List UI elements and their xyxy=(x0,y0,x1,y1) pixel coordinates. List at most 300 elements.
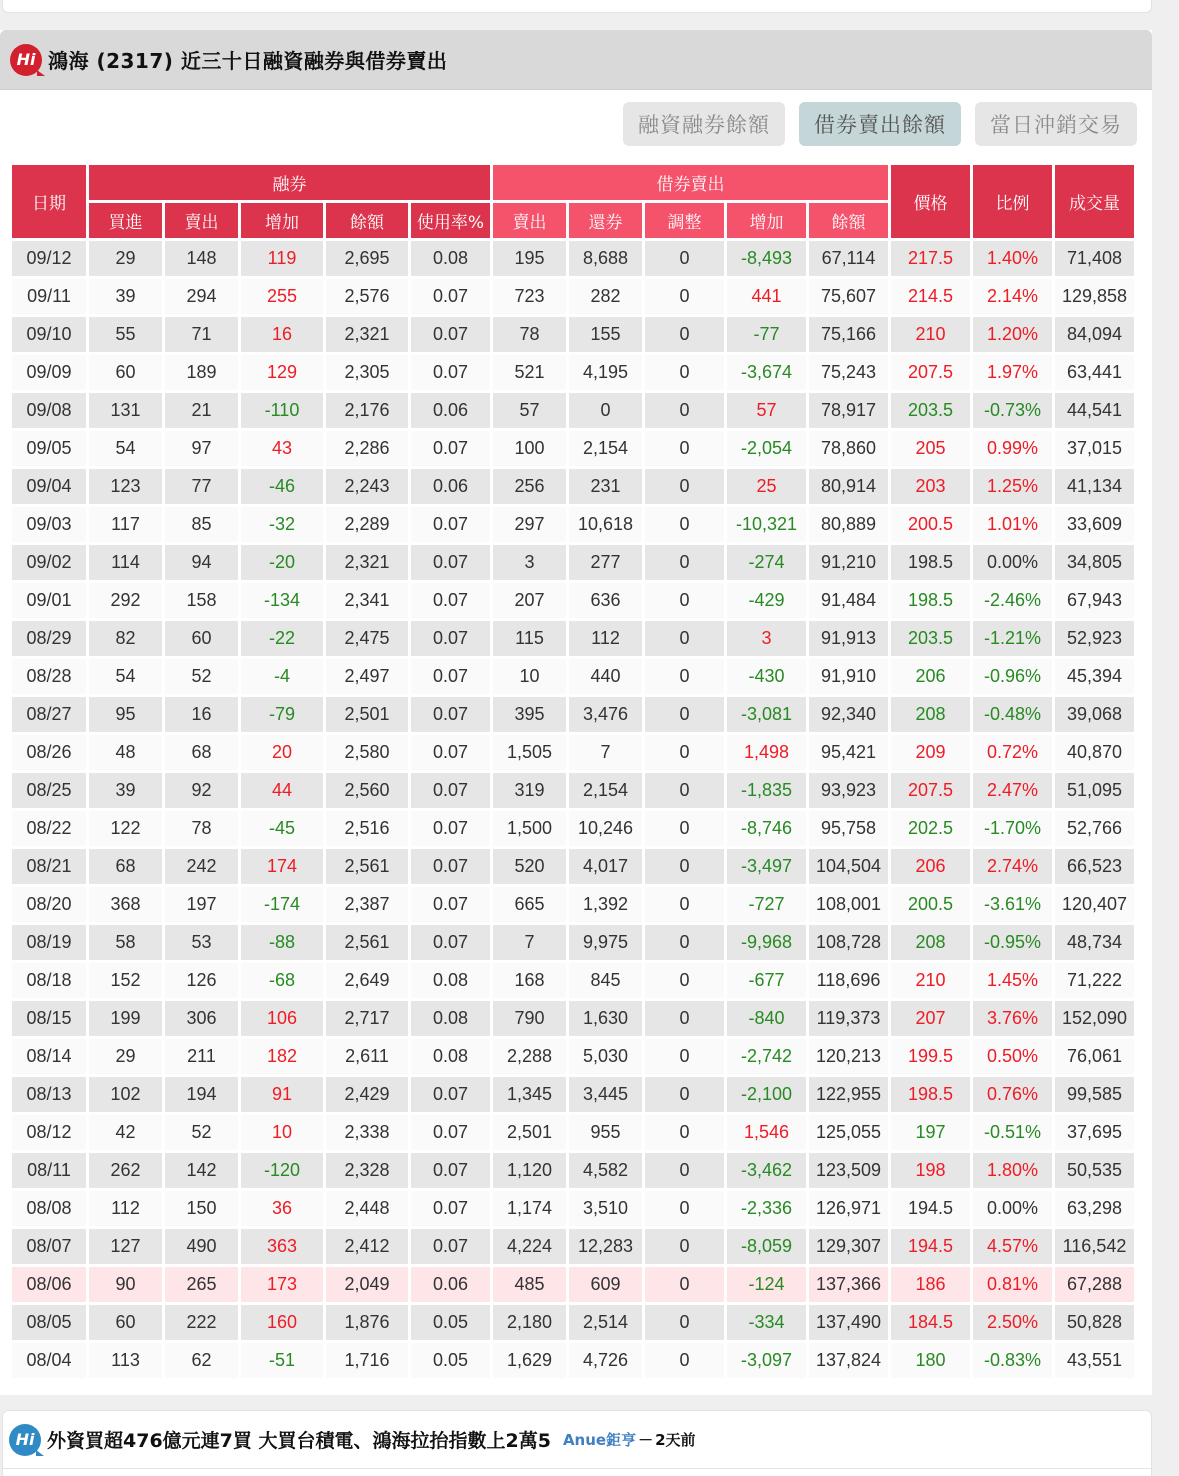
cell-sbl-balance: 137,366 xyxy=(809,1267,888,1302)
header-price: 價格 xyxy=(891,165,970,238)
cell-date: 08/07 xyxy=(12,1229,86,1264)
cell-ms-balance: 2,580 xyxy=(326,735,408,770)
hi-logo-icon: Hi xyxy=(9,1424,41,1456)
cell-price: 208 xyxy=(891,925,970,960)
cell-ms-increase: -174 xyxy=(241,887,323,922)
cell-ms-usage-rate: 0.06 xyxy=(411,393,490,428)
cell-ms-usage-rate: 0.07 xyxy=(411,507,490,542)
cell-volume: 51,095 xyxy=(1055,773,1134,808)
cell-ms-usage-rate: 0.07 xyxy=(411,811,490,846)
cell-volume: 37,015 xyxy=(1055,431,1134,466)
header-sbl-increase: 增加 xyxy=(727,203,806,238)
cell-ms-increase: -110 xyxy=(241,393,323,428)
cell-sbl-adjust: 0 xyxy=(645,887,724,922)
cell-sbl-balance: 104,504 xyxy=(809,849,888,884)
cell-ratio: -0.73% xyxy=(973,393,1052,428)
cell-ms-balance: 1,716 xyxy=(326,1343,408,1378)
cell-ms-usage-rate: 0.05 xyxy=(411,1305,490,1340)
cell-ms-balance: 2,286 xyxy=(326,431,408,466)
table-row xyxy=(12,887,1134,922)
cell-ms-increase: 36 xyxy=(241,1191,323,1226)
cell-date: 09/12 xyxy=(12,241,86,276)
cell-ms-increase: 20 xyxy=(241,735,323,770)
table-row xyxy=(12,1001,1134,1036)
cell-sbl-increase: -1,835 xyxy=(727,773,806,808)
cell-ratio: -0.48% xyxy=(973,697,1052,732)
cell-price: 207 xyxy=(891,1001,970,1036)
header-ms-buy: 買進 xyxy=(89,203,162,238)
tab-sbl-balance[interactable]: 借券賣出餘額 xyxy=(799,102,961,146)
cell-ms-balance: 2,560 xyxy=(326,773,408,808)
cell-ms-buy: 123 xyxy=(89,469,162,504)
cell-ms-buy: 199 xyxy=(89,1001,162,1036)
cell-date: 08/19 xyxy=(12,925,86,960)
cell-ms-sell: 490 xyxy=(165,1229,238,1264)
cell-date: 08/21 xyxy=(12,849,86,884)
cell-sbl-return: 3,510 xyxy=(569,1191,642,1226)
cell-sbl-return: 12,283 xyxy=(569,1229,642,1264)
cell-volume: 50,828 xyxy=(1055,1305,1134,1340)
cell-sbl-adjust: 0 xyxy=(645,659,724,694)
cell-ms-sell: 306 xyxy=(165,1001,238,1036)
cell-ratio: -0.95% xyxy=(973,925,1052,960)
cell-ratio: 0.81% xyxy=(973,1267,1052,1302)
cell-sbl-adjust: 0 xyxy=(645,811,724,846)
cell-sbl-balance: 120,213 xyxy=(809,1039,888,1074)
cell-sbl-balance: 91,910 xyxy=(809,659,888,694)
cell-sbl-return: 955 xyxy=(569,1115,642,1150)
cell-ms-balance: 2,412 xyxy=(326,1229,408,1264)
cell-ms-buy: 131 xyxy=(89,393,162,428)
cell-ms-sell: 211 xyxy=(165,1039,238,1074)
cell-ms-buy: 114 xyxy=(89,545,162,580)
cell-ms-buy: 54 xyxy=(89,431,162,466)
cell-volume: 71,222 xyxy=(1055,963,1134,998)
cell-price: 180 xyxy=(891,1343,970,1378)
cell-ms-increase: -68 xyxy=(241,963,323,998)
cell-ms-usage-rate: 0.07 xyxy=(411,735,490,770)
cell-date: 08/11 xyxy=(12,1153,86,1188)
cell-ms-increase: 106 xyxy=(241,1001,323,1036)
cell-ms-sell: 142 xyxy=(165,1153,238,1188)
cell-ms-buy: 68 xyxy=(89,849,162,884)
cell-ms-increase: 16 xyxy=(241,317,323,352)
table-row xyxy=(12,431,1134,466)
cell-ms-sell: 126 xyxy=(165,963,238,998)
cell-ms-sell: 53 xyxy=(165,925,238,960)
cell-ratio: 1.20% xyxy=(973,317,1052,352)
cell-sbl-sell: 57 xyxy=(493,393,566,428)
table-row xyxy=(12,1039,1134,1074)
cell-volume: 84,094 xyxy=(1055,317,1134,352)
cell-ms-sell: 16 xyxy=(165,697,238,732)
cell-ms-increase: -120 xyxy=(241,1153,323,1188)
cell-sbl-increase: -2,336 xyxy=(727,1191,806,1226)
cell-sbl-balance: 75,243 xyxy=(809,355,888,390)
cell-ms-sell: 77 xyxy=(165,469,238,504)
cell-sbl-balance: 95,758 xyxy=(809,811,888,846)
cell-sbl-sell: 1,345 xyxy=(493,1077,566,1112)
cell-sbl-adjust: 0 xyxy=(645,1229,724,1264)
cell-ms-increase: -32 xyxy=(241,507,323,542)
news-source[interactable]: Anue鉅亨 xyxy=(562,1431,637,1449)
table-row xyxy=(12,621,1134,656)
cell-date: 08/25 xyxy=(12,773,86,808)
cell-date: 08/18 xyxy=(12,963,86,998)
cell-ms-buy: 58 xyxy=(89,925,162,960)
cell-ms-buy: 102 xyxy=(89,1077,162,1112)
cell-sbl-adjust: 0 xyxy=(645,507,724,542)
cell-sbl-adjust: 0 xyxy=(645,1267,724,1302)
cell-ratio: 1.45% xyxy=(973,963,1052,998)
cell-ms-balance: 2,429 xyxy=(326,1077,408,1112)
cell-sbl-return: 2,154 xyxy=(569,773,642,808)
cell-date: 09/08 xyxy=(12,393,86,428)
cell-volume: 43,551 xyxy=(1055,1343,1134,1378)
cell-ms-increase: 119 xyxy=(241,241,323,276)
cell-sbl-increase: -10,321 xyxy=(727,507,806,542)
cell-ms-balance: 2,387 xyxy=(326,887,408,922)
cell-ms-sell: 150 xyxy=(165,1191,238,1226)
cell-sbl-increase: -2,100 xyxy=(727,1077,806,1112)
news-card[interactable] xyxy=(2,1410,1152,1476)
cell-sbl-sell: 520 xyxy=(493,849,566,884)
margin-short-panel xyxy=(0,30,1152,1395)
cell-ratio: 4.57% xyxy=(973,1229,1052,1264)
cell-ms-buy: 112 xyxy=(89,1191,162,1226)
cell-sbl-increase: 441 xyxy=(727,279,806,314)
cell-sbl-return: 0 xyxy=(569,393,642,428)
table-row xyxy=(12,849,1134,884)
cell-volume: 152,090 xyxy=(1055,1001,1134,1036)
cell-ms-usage-rate: 0.07 xyxy=(411,1115,490,1150)
cell-ratio: 2.47% xyxy=(973,773,1052,808)
cell-sbl-sell: 10 xyxy=(493,659,566,694)
cell-sbl-balance: 129,307 xyxy=(809,1229,888,1264)
cell-volume: 120,407 xyxy=(1055,887,1134,922)
cell-sbl-sell: 207 xyxy=(493,583,566,618)
cell-ms-usage-rate: 0.05 xyxy=(411,1343,490,1378)
cell-ms-buy: 90 xyxy=(89,1267,162,1302)
table-row xyxy=(12,1115,1134,1150)
cell-sbl-return: 3,445 xyxy=(569,1077,642,1112)
cell-ms-usage-rate: 0.07 xyxy=(411,925,490,960)
cell-ms-balance: 2,576 xyxy=(326,279,408,314)
cell-sbl-sell: 256 xyxy=(493,469,566,504)
cell-sbl-balance: 78,860 xyxy=(809,431,888,466)
cell-ratio: 1.25% xyxy=(973,469,1052,504)
cell-ms-usage-rate: 0.07 xyxy=(411,697,490,732)
cell-ratio: 2.14% xyxy=(973,279,1052,314)
cell-ms-increase: 173 xyxy=(241,1267,323,1302)
cell-ms-usage-rate: 0.08 xyxy=(411,963,490,998)
cell-ms-balance: 2,321 xyxy=(326,545,408,580)
cell-sbl-increase: -2,742 xyxy=(727,1039,806,1074)
cell-sbl-sell: 115 xyxy=(493,621,566,656)
cell-sbl-sell: 521 xyxy=(493,355,566,390)
cell-ms-buy: 60 xyxy=(89,355,162,390)
cell-ms-sell: 158 xyxy=(165,583,238,618)
cell-ms-sell: 62 xyxy=(165,1343,238,1378)
cell-price: 200.5 xyxy=(891,507,970,542)
cell-ms-increase: -20 xyxy=(241,545,323,580)
cell-sbl-return: 5,030 xyxy=(569,1039,642,1074)
page-scrollbar[interactable] xyxy=(1152,0,1179,1476)
cell-ms-increase: 160 xyxy=(241,1305,323,1340)
cell-ratio: -0.83% xyxy=(973,1343,1052,1378)
cell-ms-increase: -22 xyxy=(241,621,323,656)
cell-sbl-return: 282 xyxy=(569,279,642,314)
cell-sbl-return: 440 xyxy=(569,659,642,694)
cell-ms-usage-rate: 0.07 xyxy=(411,317,490,352)
cell-price: 205 xyxy=(891,431,970,466)
cell-sbl-balance: 67,114 xyxy=(809,241,888,276)
cell-ratio: 2.74% xyxy=(973,849,1052,884)
cell-ms-balance: 2,501 xyxy=(326,697,408,732)
cell-date: 09/01 xyxy=(12,583,86,618)
cell-sbl-adjust: 0 xyxy=(645,469,724,504)
cell-ms-sell: 222 xyxy=(165,1305,238,1340)
cell-ratio: 2.50% xyxy=(973,1305,1052,1340)
cell-ratio: 0.76% xyxy=(973,1077,1052,1112)
tab-day-trading[interactable]: 當日沖銷交易 xyxy=(975,102,1137,146)
cell-date: 08/22 xyxy=(12,811,86,846)
cell-sbl-balance: 137,490 xyxy=(809,1305,888,1340)
header-ms-increase: 增加 xyxy=(241,203,323,238)
news-item[interactable] xyxy=(3,1411,1151,1469)
cell-price: 207.5 xyxy=(891,773,970,808)
cell-sbl-balance: 91,484 xyxy=(809,583,888,618)
cell-sbl-return: 1,392 xyxy=(569,887,642,922)
cell-ms-usage-rate: 0.07 xyxy=(411,355,490,390)
cell-sbl-adjust: 0 xyxy=(645,279,724,314)
cell-ms-buy: 127 xyxy=(89,1229,162,1264)
cell-ms-balance: 2,561 xyxy=(326,925,408,960)
cell-sbl-return: 2,514 xyxy=(569,1305,642,1340)
cell-volume: 39,068 xyxy=(1055,697,1134,732)
cell-price: 186 xyxy=(891,1267,970,1302)
cell-sbl-increase: -8,059 xyxy=(727,1229,806,1264)
cell-price: 203.5 xyxy=(891,393,970,428)
panel-title: 鴻海 (2317) 近三十日融資融券與借券賣出 xyxy=(48,49,448,73)
cell-ms-balance: 2,516 xyxy=(326,811,408,846)
header-sbl: 借券賣出 xyxy=(493,165,888,200)
cell-volume: 67,288 xyxy=(1055,1267,1134,1302)
cell-ms-increase: -51 xyxy=(241,1343,323,1378)
cell-ratio: 0.00% xyxy=(973,1191,1052,1226)
cell-sbl-balance: 91,210 xyxy=(809,545,888,580)
cell-ms-sell: 71 xyxy=(165,317,238,352)
cell-ms-balance: 2,695 xyxy=(326,241,408,276)
cell-sbl-sell: 3 xyxy=(493,545,566,580)
cell-volume: 33,609 xyxy=(1055,507,1134,542)
cell-sbl-balance: 93,923 xyxy=(809,773,888,808)
cell-sbl-adjust: 0 xyxy=(645,241,724,276)
header-ms-balance: 餘額 xyxy=(326,203,408,238)
header-margin-short: 融券 xyxy=(89,165,490,200)
cell-sbl-balance: 75,166 xyxy=(809,317,888,352)
cell-sbl-return: 277 xyxy=(569,545,642,580)
table-body xyxy=(12,241,1134,1378)
table-row xyxy=(12,583,1134,618)
cell-sbl-return: 1,630 xyxy=(569,1001,642,1036)
cell-date: 09/03 xyxy=(12,507,86,542)
cell-ms-increase: 44 xyxy=(241,773,323,808)
cell-price: 207.5 xyxy=(891,355,970,390)
cell-volume: 66,523 xyxy=(1055,849,1134,884)
cell-sbl-return: 8,688 xyxy=(569,241,642,276)
cell-sbl-sell: 485 xyxy=(493,1267,566,1302)
cell-volume: 37,695 xyxy=(1055,1115,1134,1150)
cell-sbl-return: 4,726 xyxy=(569,1343,642,1378)
cell-ratio: 0.72% xyxy=(973,735,1052,770)
cell-ms-buy: 292 xyxy=(89,583,162,618)
cell-sbl-return: 7 xyxy=(569,735,642,770)
cell-sbl-sell: 2,180 xyxy=(493,1305,566,1340)
cell-ms-balance: 2,649 xyxy=(326,963,408,998)
header-ratio: 比例 xyxy=(973,165,1052,238)
cell-volume: 63,298 xyxy=(1055,1191,1134,1226)
cell-volume: 45,394 xyxy=(1055,659,1134,694)
cell-ms-increase: 182 xyxy=(241,1039,323,1074)
cell-price: 198.5 xyxy=(891,1077,970,1112)
table-row xyxy=(12,469,1134,504)
cell-ms-usage-rate: 0.07 xyxy=(411,1153,490,1188)
cell-volume: 50,535 xyxy=(1055,1153,1134,1188)
cell-sbl-balance: 80,914 xyxy=(809,469,888,504)
cell-ms-buy: 122 xyxy=(89,811,162,846)
cell-date: 08/26 xyxy=(12,735,86,770)
cell-price: 206 xyxy=(891,659,970,694)
cell-ms-usage-rate: 0.07 xyxy=(411,1191,490,1226)
cell-date: 09/11 xyxy=(12,279,86,314)
table-row xyxy=(12,393,1134,428)
cell-ms-balance: 2,611 xyxy=(326,1039,408,1074)
cell-ratio: 1.40% xyxy=(973,241,1052,276)
table-row xyxy=(12,1229,1134,1264)
cell-sbl-adjust: 0 xyxy=(645,1191,724,1226)
cell-ratio: -2.46% xyxy=(973,583,1052,618)
table-row xyxy=(12,1153,1134,1188)
header-sbl-return: 還券 xyxy=(569,203,642,238)
cell-sbl-balance: 92,340 xyxy=(809,697,888,732)
cell-sbl-adjust: 0 xyxy=(645,1343,724,1378)
cell-sbl-adjust: 0 xyxy=(645,735,724,770)
cell-ms-sell: 92 xyxy=(165,773,238,808)
cell-sbl-sell: 1,629 xyxy=(493,1343,566,1378)
cell-ms-buy: 48 xyxy=(89,735,162,770)
cell-sbl-increase: -8,746 xyxy=(727,811,806,846)
cell-ms-sell: 294 xyxy=(165,279,238,314)
cell-ms-increase: -79 xyxy=(241,697,323,732)
cell-price: 203.5 xyxy=(891,621,970,656)
cell-sbl-increase: -334 xyxy=(727,1305,806,1340)
cell-sbl-increase: 1,546 xyxy=(727,1115,806,1150)
cell-ms-balance: 2,338 xyxy=(326,1115,408,1150)
cell-sbl-sell: 4,224 xyxy=(493,1229,566,1264)
cell-ms-buy: 262 xyxy=(89,1153,162,1188)
cell-ms-sell: 52 xyxy=(165,659,238,694)
cell-ms-balance: 2,305 xyxy=(326,355,408,390)
cell-sbl-return: 4,017 xyxy=(569,849,642,884)
cell-ms-usage-rate: 0.06 xyxy=(411,469,490,504)
table-row xyxy=(12,1077,1134,1112)
cell-price: 198.5 xyxy=(891,545,970,580)
cell-ms-buy: 60 xyxy=(89,1305,162,1340)
cell-ms-buy: 39 xyxy=(89,279,162,314)
cell-ms-usage-rate: 0.07 xyxy=(411,887,490,922)
cell-sbl-balance: 125,055 xyxy=(809,1115,888,1150)
news-title[interactable]: 外資買超476億元連7買 大買台積電、鴻海拉抬指數上2萬5 xyxy=(47,1430,551,1452)
cell-sbl-adjust: 0 xyxy=(645,317,724,352)
cell-price: 194.5 xyxy=(891,1191,970,1226)
cell-sbl-sell: 2,288 xyxy=(493,1039,566,1074)
cell-sbl-adjust: 0 xyxy=(645,1115,724,1150)
cell-date: 08/08 xyxy=(12,1191,86,1226)
cell-date: 08/15 xyxy=(12,1001,86,1036)
cell-ms-sell: 78 xyxy=(165,811,238,846)
cell-sbl-increase: -274 xyxy=(727,545,806,580)
cell-sbl-increase: -840 xyxy=(727,1001,806,1036)
cell-ms-buy: 152 xyxy=(89,963,162,998)
cell-date: 08/20 xyxy=(12,887,86,922)
cell-sbl-adjust: 0 xyxy=(645,773,724,808)
cell-sbl-increase: -3,462 xyxy=(727,1153,806,1188)
tab-margin-balance[interactable]: 融資融券餘額 xyxy=(623,102,785,146)
cell-sbl-balance: 95,421 xyxy=(809,735,888,770)
cell-volume: 34,805 xyxy=(1055,545,1134,580)
cell-sbl-balance: 126,971 xyxy=(809,1191,888,1226)
cell-ratio: -0.51% xyxy=(973,1115,1052,1150)
cell-ratio: 1.80% xyxy=(973,1153,1052,1188)
cell-ms-usage-rate: 0.07 xyxy=(411,545,490,580)
cell-sbl-balance: 108,728 xyxy=(809,925,888,960)
cell-volume: 71,408 xyxy=(1055,241,1134,276)
header-sbl-balance: 餘額 xyxy=(809,203,888,238)
table-row xyxy=(12,1343,1134,1378)
cell-sbl-sell: 195 xyxy=(493,241,566,276)
cell-price: 184.5 xyxy=(891,1305,970,1340)
cell-sbl-sell: 723 xyxy=(493,279,566,314)
cell-price: 206 xyxy=(891,849,970,884)
cell-sbl-return: 10,618 xyxy=(569,507,642,542)
cell-sbl-adjust: 0 xyxy=(645,1039,724,1074)
table-row xyxy=(12,925,1134,960)
cell-ms-usage-rate: 0.08 xyxy=(411,1001,490,1036)
cell-ms-balance: 2,341 xyxy=(326,583,408,618)
cell-sbl-increase: -8,493 xyxy=(727,241,806,276)
cell-sbl-return: 4,195 xyxy=(569,355,642,390)
cell-ms-balance: 2,289 xyxy=(326,507,408,542)
cell-ms-balance: 2,328 xyxy=(326,1153,408,1188)
cell-sbl-increase: -77 xyxy=(727,317,806,352)
cell-volume: 52,766 xyxy=(1055,811,1134,846)
cell-sbl-adjust: 0 xyxy=(645,1001,724,1036)
cell-sbl-increase: -727 xyxy=(727,887,806,922)
cell-ms-sell: 94 xyxy=(165,545,238,580)
cell-ms-sell: 21 xyxy=(165,393,238,428)
cell-sbl-sell: 168 xyxy=(493,963,566,998)
cell-sbl-increase: 3 xyxy=(727,621,806,656)
cell-ms-buy: 117 xyxy=(89,507,162,542)
cell-price: 210 xyxy=(891,317,970,352)
cell-sbl-adjust: 0 xyxy=(645,393,724,428)
cell-ms-increase: -45 xyxy=(241,811,323,846)
cell-sbl-return: 231 xyxy=(569,469,642,504)
tab-bar xyxy=(0,90,1152,162)
cell-sbl-sell: 319 xyxy=(493,773,566,808)
cell-price: 194.5 xyxy=(891,1229,970,1264)
